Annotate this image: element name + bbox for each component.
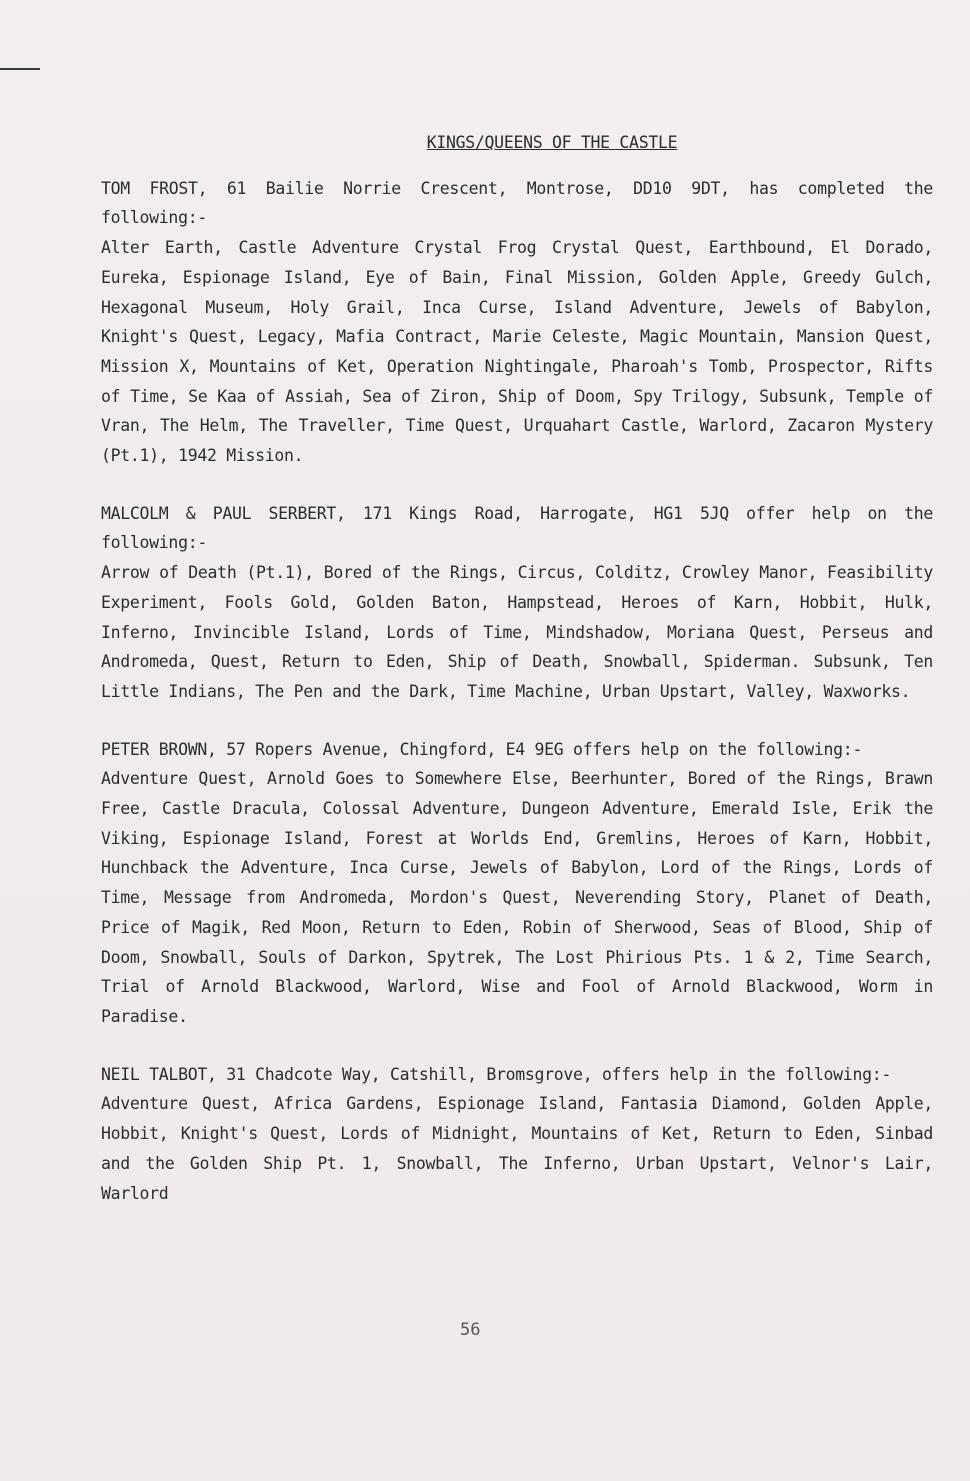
entry-peter-brown — [101, 735, 933, 1032]
entry-header: PETER BROWN, 57 Ropers Avenue, Chingford, E4 9EG offers help on the following:- — [101, 739, 863, 759]
edge-mark — [0, 68, 40, 70]
entry-header: TOM FROST, 61 Bailie Norrie Crescent, Montrose, DD10 9DT, has completed the following:- — [101, 178, 933, 228]
page-number: 56 — [460, 1320, 481, 1340]
page-title: KINGS/QUEENS OF THE CASTLE — [426, 133, 678, 152]
entry-game-list: Adventure Quest, Africa Gardens, Espionage Island, Fantasia Diamond, Golden Apple, Hobbit, Knight's Quest, Lords of Midnight, Mountains of Ket, Return to Eden, Sinbad and the Golden Ship Pt. 1, Snowball, The Inferno, Urban Upstart, Velnor's Lair, Warlord — [101, 1094, 933, 1203]
entry-game-list: Adventure Quest, Arnold Goes to Somewhere Else, Beerhunter, Bored of the Rings, Brawn Free, Castle Dracula, Colossal Adventure, Dungeon Adventure, Emerald Isle, Erik the Viking, Espionage Island, Forest at Worlds End, Gremlins, Heroes of Karn, Hobbit, Hunchback the Adventure, Inca Curse, Jewels of Babylon, Lord of the Rings, Lords of Time, Message from Andromeda, Mordon's Quest, Neverending Story, Planet of Death, Price of Magik, Red Moon, Return to Eden, Robin of Sherwood, Seas of Blood, Ship of Doom, Snowball, Souls of Darkon, Spytrek, The Lost Phirious Pts. 1 & 2, Time Search, Trial of Arnold Blackwood, Warlord, Wise and Fool of Arnold Blackwood, Worm in Paradise. — [101, 769, 933, 1026]
entry-game-list: Alter Earth, Castle Adventure Crystal Frog Crystal Quest, Earthbound, El Dorado, Eureka, Espionage Island, Eye of Bain, Final Mission, Golden Apple, Greedy Gulch, Hexagonal Museum, Holy Grail, Inca Curse, Island Adventure, Jewels of Babylon, Knight's Quest, Legacy, Mafia Contract, Marie Celeste, Magic Mountain, Mansion Quest, Mission X, Mountains of Ket, Operation Nightingale, Pharoah's Tomb, Prospector, Rifts of Time, Se Kaa of Assiah, Sea of Ziron, Ship of Doom, Spy Trilogy, Subsunk, Temple of Vran, The Helm, The Traveller, Time Quest, Urquahart Castle, Warlord, Zacaron Mystery (Pt.1), 1942 Mission. — [101, 238, 933, 466]
document-content — [101, 128, 933, 1236]
entry-game-list: Arrow of Death (Pt.1), Bored of the Rings, Circus, Colditz, Crowley Manor, Feasibility Experiment, Fools Gold, Golden Baton, Hampstead, Heroes of Karn, Hobbit, Hulk, Inferno, Invincible Island, Lords of Time, Mindshadow, Moriana Quest, Perseus and Andromeda, Quest, Return to Eden, Ship of Death, Snowball, Spiderman. Subsunk, Ten Little Indians, The Pen and the Dark, Time Machine, Urban Upstart, Valley, Waxworks. — [101, 563, 933, 701]
entry-header: NEIL TALBOT, 31 Chadcote Way, Catshill, Bromsgrove, offers help in the following:- — [101, 1064, 891, 1084]
entry-malcolm-paul-serbert — [101, 499, 933, 707]
entry-header: MALCOLM & PAUL SERBERT, 171 Kings Road, Harrogate, HG1 5JQ offer help on the following:- — [101, 503, 933, 553]
entry-tom-frost — [101, 174, 933, 471]
entry-neil-talbot — [101, 1060, 933, 1209]
